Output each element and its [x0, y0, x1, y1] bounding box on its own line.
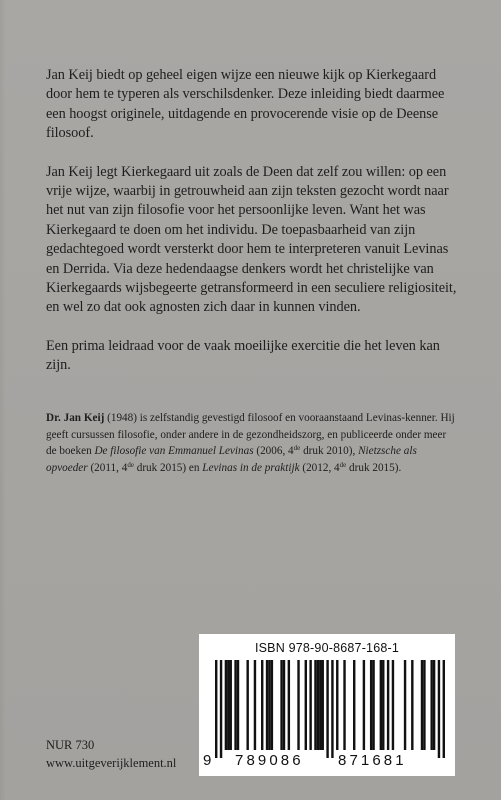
book-title: De filosofie van Emmanuel Levinas [94, 445, 254, 458]
blurb-paragraph-2: Jan Keij legt Kierkegaard uit zoals de Deen dat zelf zou willen: op een vrije wijze, waarbij in getrouwheid aan zijn teksten gezocht wordt naar het nut van zijn filosofie voor het persoonlijke leven. Want het was Kierkegaard te doen om het individu. De toepasbaarheid van zijn gedachtegoed wordt versterkt door hem te interpreteren vanuit Levinas en Derrida. Via deze hedendaagse denkers wordt het christelijke van Kierkegaards wijsbegeerte getransformeerd in een seculiere religiositeit, en wel zo dat ook agnosten zich daar in kunnen vinden. [46, 163, 457, 316]
barcode-bar [363, 660, 365, 750]
barcode-digits [199, 752, 455, 772]
isbn-barcode [199, 634, 455, 776]
book-title: Nietzsche als opvoeder [46, 445, 417, 474]
barcode-bars [215, 660, 445, 758]
book-title: Levinas in de praktijk [202, 461, 300, 474]
barcode-bar [254, 660, 256, 750]
barcode-bar [266, 660, 268, 750]
barcode-bar [421, 660, 423, 750]
barcode-bar [246, 660, 248, 750]
barcode-bar [309, 660, 311, 750]
bio-text: druk 2015) en [133, 461, 203, 474]
bio-text: (2012, 4 [299, 461, 340, 474]
barcode-bar [225, 660, 227, 750]
barcode-bar [336, 660, 338, 750]
barcode-bar [230, 660, 232, 750]
barcode-bar [227, 660, 229, 750]
barcode-bar [237, 660, 239, 750]
barcode-bar [314, 660, 316, 750]
barcode-bar [343, 660, 345, 750]
barcode-guard-bar [438, 660, 440, 758]
barcode-guard-bar [326, 660, 328, 758]
isbn-label: ISBN 978-90-8687-168-1 [254, 641, 400, 655]
author-name: Dr. Jan Keij [46, 412, 105, 424]
blurb-paragraph-3: Een prima leidraad voor de vaak moeilijke exercitie die het leven kan zijn. [46, 337, 440, 374]
barcode-bar [423, 660, 425, 750]
barcode-bar [387, 660, 389, 750]
barcode-bar [411, 660, 413, 750]
barcode-bar [370, 660, 372, 750]
barcode-bar [234, 660, 236, 750]
ordinal-suffix: de [293, 444, 301, 453]
barcode-bar [404, 660, 406, 750]
barcode-bar [392, 660, 394, 750]
barcode-bar [271, 660, 273, 750]
bio-text: (2006, 4 [253, 445, 294, 458]
barcode-bar [319, 660, 321, 750]
barcode-bar [353, 660, 355, 750]
barcode-guard-bar [220, 660, 222, 758]
bio-text: druk 2010), [300, 445, 359, 458]
barcode-bar [268, 660, 270, 750]
publisher-website: www.uitgeverijklement.nl [46, 756, 177, 770]
barcode-digits-left: 789086 [235, 752, 304, 769]
barcode-bar [317, 660, 319, 750]
nur-code: NUR 730 [46, 738, 95, 752]
barcode-bar [380, 660, 382, 750]
barcode-bar [382, 660, 384, 750]
barcode-bar [297, 660, 299, 750]
bio-text: (1948) is zelfstandig gevestigd filosoof en vooraanstaand Levinas-kenner. Hij geeft cursussen filosofie, onder andere in de gezondheidszorg, en publiceerde onder meer de boeken [46, 412, 455, 458]
barcode-digits-right: 871681 [338, 752, 407, 769]
barcode-guard-bar [215, 660, 217, 758]
barcode-bar [430, 660, 432, 750]
barcode-bar [288, 660, 290, 750]
barcode-guard-bar [443, 660, 445, 758]
author-bio [46, 410, 458, 476]
author-bio-paragraph [46, 410, 458, 476]
barcode-bar [280, 660, 282, 750]
barcode-bar [261, 660, 263, 750]
ordinal-suffix: de [339, 460, 347, 469]
barcode-bar [283, 660, 285, 750]
barcode-digit-first: 9 [203, 752, 212, 769]
blurb-text [46, 66, 458, 395]
barcode-bar [322, 660, 324, 750]
barcode-bar [305, 660, 307, 750]
bio-text: (2011, 4 [87, 461, 128, 474]
barcode-bar [433, 660, 435, 750]
barcode-bar [372, 660, 374, 750]
blurb-paragraph-1: Jan Keij biedt op geheel eigen wijze een nieuwe kijk op Kierkegaard door hem te typeren als verschilsdenker. Deze inleiding biedt daarmee een hoogst originele, uitdagende en provocerende visie op de Deense filosoof. [46, 67, 445, 142]
barcode-guard-bar [331, 660, 333, 758]
ordinal-suffix: de [127, 460, 134, 469]
bio-text: druk 2015). [346, 461, 402, 474]
